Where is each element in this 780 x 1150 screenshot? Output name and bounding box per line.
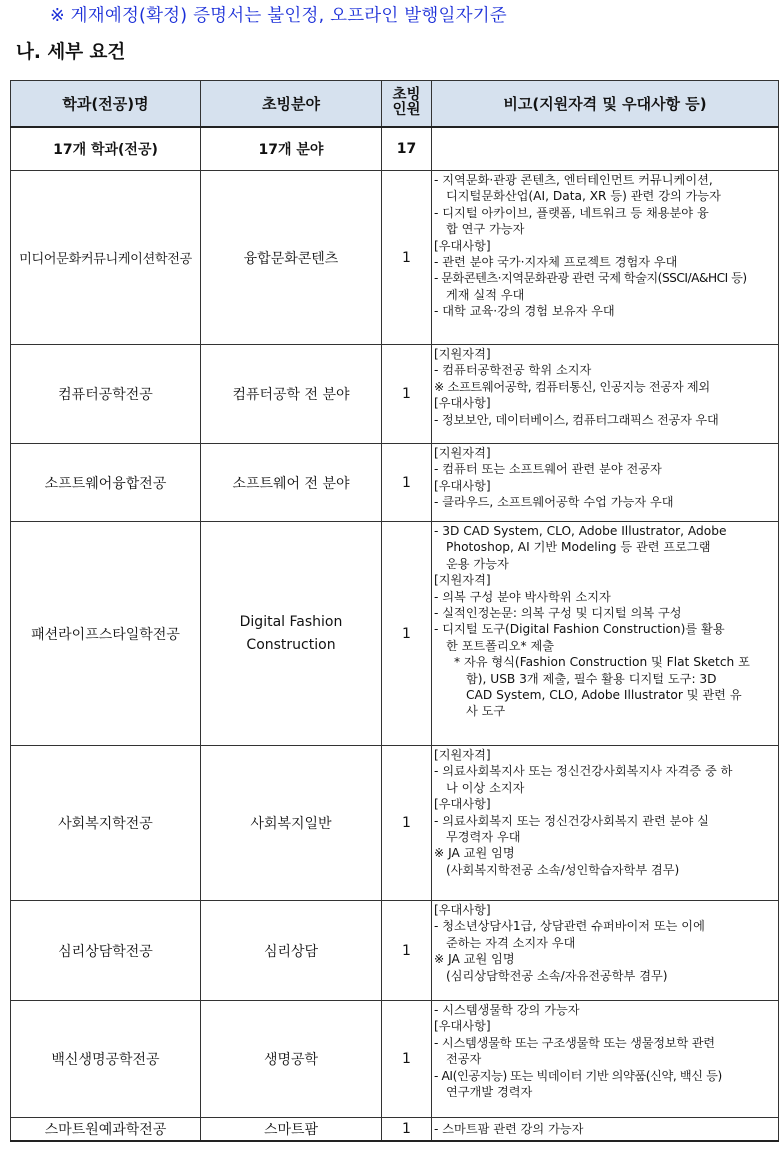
count-cell: 1: [382, 444, 432, 522]
note-line: 합 연구 가능자: [446, 222, 525, 237]
field-cell: 융합문화콘텐츠: [201, 171, 382, 345]
note-line: - 대학 교육·강의 경험 보유자 우대: [434, 304, 615, 319]
total-notes: [432, 127, 779, 171]
note-line: 함), USB 3개 제출, 필수 활용 디지털 도구: 3D: [466, 671, 717, 686]
field-cell: 소프트웨어 전 분야: [201, 444, 382, 522]
table-row: [11, 1001, 779, 1118]
table-row-total: [11, 127, 779, 171]
note-line: (심리상담학전공 소속/자유전공학부 겸무): [446, 968, 668, 983]
note-line: - 의료사회복지 또는 정신건강사회복지 관련 분야 실: [434, 813, 709, 828]
note-line: CAD System, CLO, Adobe Illustrator 및 관련 유: [466, 688, 742, 703]
notes-cell: [432, 345, 779, 444]
section-title: 나. 세부 요건: [16, 42, 126, 63]
notes-cell: [432, 746, 779, 901]
notes-cell: [432, 1001, 779, 1118]
header-notes: 비고(지원자격 및 우대사항 등): [432, 81, 779, 127]
table-row: [11, 746, 779, 901]
count-cell: 1: [382, 1001, 432, 1118]
note-line: - 스마트팜 관련 강의 가능자: [434, 1121, 584, 1136]
note-line: - 3D CAD System, CLO, Adobe Illustrator, Adobe: [434, 524, 727, 538]
note-line: Photoshop, AI 기반 Modeling 등 관련 프로그램: [446, 540, 711, 555]
note-line: 운용 가능자: [446, 556, 509, 571]
note-line: ※ JA 교원 임명: [434, 952, 515, 967]
notes-cell: [432, 171, 779, 345]
field-cell: 스마트팜: [201, 1118, 382, 1141]
count-cell: 1: [382, 746, 432, 901]
notice-text: ※ 게재예정(확정) 증명서는 불인정, 오프라인 발행일자기준: [50, 6, 507, 26]
header-dept: 학과(전공)명: [11, 81, 201, 127]
note-line: 연구개발 경력자: [446, 1085, 533, 1100]
note-line: 준하는 자격 소지자 우대: [446, 935, 576, 950]
note-line: - 지역문화·관광 콘텐츠, 엔터테인먼트 커뮤니케이션,: [434, 173, 713, 187]
dept-cell: 패션라이프스타일학전공: [11, 522, 201, 746]
notes-cell: [432, 1118, 779, 1141]
dept-cell: 컴퓨터공학전공: [11, 345, 201, 444]
notes-cell: [432, 901, 779, 1001]
note-line: ※ 소프트웨어공학, 컴퓨터통신, 인공지능 전공자 제외: [434, 379, 710, 394]
field-cell: 생명공학: [201, 1001, 382, 1118]
header-count-line1: 초빙: [392, 87, 421, 104]
note-line: [지원자격]: [434, 573, 491, 588]
note-line: * 자유 형식(Fashion Construction 및 Flat Sketch 포: [454, 655, 750, 670]
note-line: 한 포트폴리오* 제출: [446, 638, 555, 653]
count-cell: 1: [382, 1118, 432, 1141]
dept-cell: 소프트웨어융합전공: [11, 444, 201, 522]
note-line: 전공자: [446, 1052, 482, 1067]
note-line: - 의료사회복지사 또는 정신건강사회복지사 자격증 중 하: [434, 764, 733, 779]
table-row: [11, 345, 779, 444]
note-line: [우대사항]: [434, 903, 491, 917]
notes-cell: [432, 444, 779, 522]
note-line: [지원자격]: [434, 748, 491, 762]
note-line: 게재 실적 우대: [446, 287, 525, 302]
note-line: [우대사항]: [434, 396, 491, 411]
dept-cell: 심리상담학전공: [11, 901, 201, 1001]
note-line: [지원자격]: [434, 347, 491, 361]
note-line: 나 이상 소지자: [446, 780, 525, 795]
note-line: [우대사항]: [434, 797, 491, 812]
note-line: [우대사항]: [434, 238, 491, 253]
note-line: - 디지털 도구(Digital Fashion Construction)를 활용: [434, 622, 725, 637]
field-cell: 사회복지일반: [201, 746, 382, 901]
note-line: 무경력자 우대: [446, 830, 521, 845]
note-line: (사회복지학전공 소속/성인학습자학부 겸무): [446, 862, 680, 877]
table-header-row: [11, 81, 779, 127]
note-line: - 컴퓨터공학전공 학위 소지자: [434, 363, 592, 378]
total-field: 17개 분야: [201, 127, 382, 171]
dept-cell: 백신생명공학전공: [11, 1001, 201, 1118]
table-row: [11, 901, 779, 1001]
field-cell: 컴퓨터공학 전 분야: [201, 345, 382, 444]
total-count: 17: [382, 127, 432, 171]
note-line: - 클라우드, 소프트웨어공학 수업 가능자 우대: [434, 495, 674, 510]
note-line: - 디지털 아카이브, 플랫폼, 네트워크 등 채용분야 융: [434, 205, 709, 220]
note-line: - 의복 구성 분야 박사학위 소지자: [434, 589, 611, 604]
count-cell: 1: [382, 171, 432, 345]
table-row: [11, 444, 779, 522]
dept-cell: 미디어문화커뮤니케이션학전공: [11, 171, 201, 345]
note-line: 디지털문화산업(AI, Data, XR 등) 관련 강의 가능자: [446, 189, 721, 204]
table-row: [11, 171, 779, 345]
count-cell: 1: [382, 522, 432, 746]
note-line: [우대사항]: [434, 478, 491, 493]
note-line: 사 도구: [466, 704, 506, 719]
note-line: [우대사항]: [434, 1019, 491, 1034]
note-line: - AI(인공지능) 또는 빅데이터 기반 의약품(신약, 백신 등): [434, 1068, 722, 1083]
table-row: [11, 522, 779, 746]
note-line: - 청소년상담사1급, 상담관련 슈퍼바이저 또는 이에: [434, 919, 705, 934]
header-count-line2: 인원: [392, 102, 421, 119]
table-row: [11, 1118, 779, 1141]
header-count: [382, 81, 432, 127]
note-line: - 정보보안, 데이터베이스, 컴퓨터그래픽스 전공자 우대: [434, 412, 719, 427]
note-line: - 시스템생물학 또는 구조생물학 또는 생물정보학 관련: [434, 1035, 715, 1050]
note-line: - 실적인정논문: 의복 구성 및 디지털 의복 구성: [434, 606, 682, 621]
note-line: - 문화콘텐츠·지역문화관광 관련 국제 학술지(SSCI/A&HCI 등): [434, 271, 747, 286]
field-line: Digital Fashion: [239, 613, 343, 630]
dept-cell: 사회복지학전공: [11, 746, 201, 901]
note-line: ※ JA 교원 임명: [434, 846, 515, 861]
dept-cell: 스마트원예과학전공: [11, 1118, 201, 1141]
note-line: [지원자격]: [434, 446, 491, 460]
total-dept: 17개 학과(전공): [11, 127, 201, 171]
requirements-table: [10, 80, 779, 1142]
field-cell: 심리상담: [201, 901, 382, 1001]
field-line: Construction: [246, 636, 336, 653]
note-line: - 시스템생물학 강의 가능자: [434, 1003, 580, 1017]
note-line: - 관련 분야 국가·지자체 프로젝트 경험자 우대: [434, 255, 678, 270]
count-cell: 1: [382, 345, 432, 444]
field-cell: [201, 522, 382, 746]
header-field: 초빙분야: [201, 81, 382, 127]
count-cell: 1: [382, 901, 432, 1001]
note-line: - 컴퓨터 또는 소프트웨어 관련 분야 전공자: [434, 462, 662, 477]
notes-cell: [432, 522, 779, 746]
